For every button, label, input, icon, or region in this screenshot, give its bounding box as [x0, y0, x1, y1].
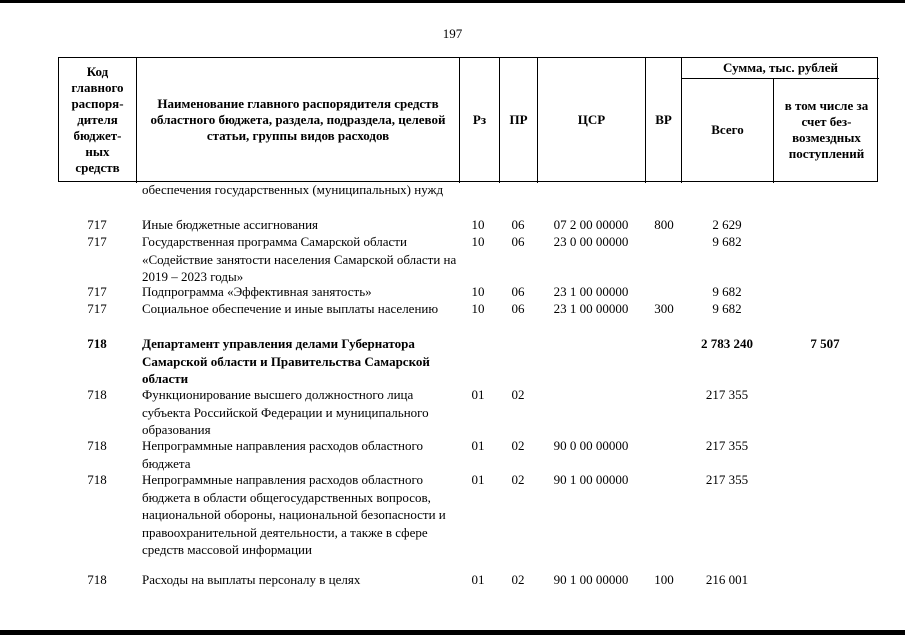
row-csr: 23 1 00 00000 — [553, 284, 629, 299]
row-pr: 06 — [511, 217, 525, 232]
row-pr: 02 — [511, 387, 525, 402]
header-pr: ПР — [509, 111, 528, 127]
page-number: 197 — [442, 26, 463, 41]
row-vr: 300 — [654, 301, 674, 316]
row-code: 717 — [87, 217, 107, 232]
row-name: Социальное обеспечение и иные выплаты населению — [142, 301, 439, 316]
row-name: Государственная программа Самарской области «Содействие занятости населения Самарской области на 2019 – 2023 годы» — [142, 234, 457, 284]
row-code: 717 — [87, 301, 107, 316]
row-rz: 01 — [471, 472, 485, 487]
header-name: Наименование главного распорядителя средств областного бюджета, раздела, подраздела, целевой статьи, группы видов расходов — [150, 95, 446, 143]
row-code: 717 — [87, 234, 107, 249]
row-code: 718 — [87, 572, 107, 587]
row-total: 9 682 — [712, 284, 742, 299]
row-name: обеспечения государственных (муниципальных) нужд — [142, 182, 444, 197]
row-total: 9 682 — [712, 234, 742, 249]
row-code: 718 — [87, 336, 107, 351]
header-code: Код главного распоря-дителя бюджет-ных средств — [71, 63, 124, 175]
row-code: 717 — [87, 284, 107, 299]
row-vr: 100 — [654, 572, 674, 587]
header-total: Всего — [711, 122, 744, 137]
row-total: 217 355 — [705, 472, 749, 487]
row-rz: 10 — [471, 234, 485, 249]
row-name: Непрограммные направления расходов областного бюджета — [142, 438, 423, 471]
row-rz: 01 — [471, 438, 485, 453]
row-name: Функционирование высшего должностного лица субъекта Российской Федерации и муниципального образования — [142, 387, 429, 437]
row-name: Подпрограмма «Эффективная занятость» — [142, 284, 372, 299]
row-rz: 10 — [471, 301, 485, 316]
row-rz: 01 — [471, 387, 485, 402]
row-rz: 10 — [471, 217, 485, 232]
header-sum-group: Сумма, тыс. рублей — [723, 60, 838, 75]
row-total: 217 355 — [705, 387, 749, 402]
row-total: 217 355 — [705, 438, 749, 453]
row-total: 2 629 — [712, 217, 742, 232]
header-csr: ЦСР — [577, 111, 606, 127]
row-name: Иные бюджетные ассигнования — [142, 217, 319, 232]
header-rz: Рз — [472, 111, 487, 127]
top-border — [0, 0, 905, 3]
row-pr: 02 — [511, 472, 525, 487]
row-pr: 02 — [511, 572, 525, 587]
row-rz: 01 — [471, 572, 485, 587]
row-name: Департамент управления делами Губернатора Самарской области и Правительства Самарской области — [142, 336, 430, 386]
header-vr: ВР — [655, 111, 672, 127]
row-csr: 90 1 00 00000 — [553, 572, 629, 587]
row-code: 718 — [87, 438, 107, 453]
row-code: 718 — [87, 472, 107, 487]
row-pr: 06 — [511, 284, 525, 299]
row-name: Расходы на выплаты персоналу в целях — [142, 572, 361, 587]
table-header — [58, 57, 878, 182]
row-total: 9 682 — [712, 301, 742, 316]
row-rz: 10 — [471, 284, 485, 299]
row-csr: 23 1 00 00000 — [553, 301, 629, 316]
row-vr: 800 — [654, 217, 674, 232]
row-pr: 06 — [511, 234, 525, 249]
row-pr: 02 — [511, 438, 525, 453]
row-csr: 90 0 00 00000 — [553, 438, 629, 453]
row-total: 216 001 — [705, 572, 749, 587]
row-name: Непрограммные направления расходов областного бюджета в области общегосударственных вопросов, национальной обороны, национальной безопасности и правоохранительной деятельности, а также в сфере средств массовой информации — [142, 472, 446, 557]
row-csr: 23 0 00 00000 — [553, 234, 629, 249]
row-total: 2 783 240 — [701, 336, 753, 351]
header-free: в том числе за счет без-возмездных поступлений — [784, 98, 869, 161]
row-csr: 90 1 00 00000 — [553, 472, 629, 487]
row-free: 7 507 — [810, 336, 840, 351]
row-pr: 06 — [511, 301, 525, 316]
row-csr: 07 2 00 00000 — [553, 217, 629, 232]
bottom-border — [0, 630, 905, 635]
row-code: 718 — [87, 387, 107, 402]
